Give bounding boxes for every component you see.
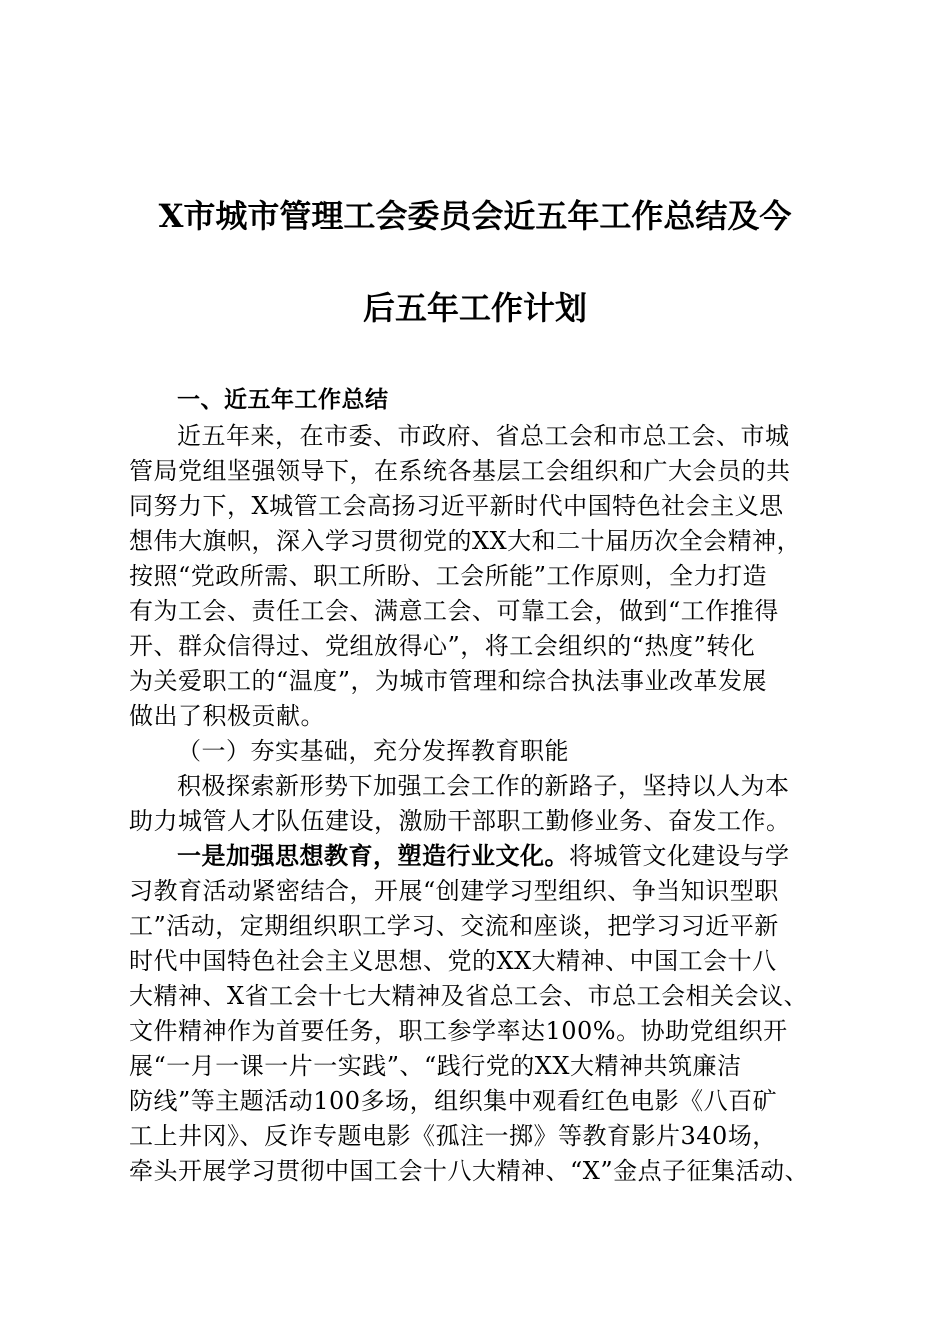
paragraph-line: 有为工会、责任工会、满意工会、可靠工会，做到“工作推得 — [129, 597, 779, 625]
section-heading: 一、近五年工作总结 — [177, 387, 389, 413]
paragraph-line: 助力城管人才队伍建设，激励干部职工勤修业务、奋发工作。 — [129, 807, 791, 835]
paragraph-line: 按照“党政所需、职工所盼、工会所能”工作原则，全力打造 — [129, 562, 768, 590]
document-title-line-2: 后五年工作计划 — [362, 289, 587, 327]
paragraph-line: 同努力下，X城管工会高扬习近平新时代中国特色社会主义思 — [129, 492, 784, 520]
paragraph-line: 防线”等主题活动100多场，组织集中观看红色电影《八百矿 — [129, 1087, 778, 1115]
paragraph-line — [177, 840, 790, 872]
paragraph-line: 工上井冈》、反诈专题电影《孤注一掷》等教育影片340场， — [129, 1122, 777, 1150]
paragraph-line: 开、群众信得过、党组放得心”，将工会组织的“热度”转化 — [129, 632, 756, 660]
paragraph-line: 大精神、X省工会十七大精神及省总工会、市总工会相关会议、 — [129, 982, 809, 1010]
subsection-heading: （一）夯实基础，充分发挥教育职能 — [177, 737, 569, 765]
paragraph-line: 习教育活动紧密结合，开展“创建学习型组织、争当知识型职 — [129, 877, 779, 905]
paragraph-line: 想伟大旗帜，深入学习贯彻党的XX大和二十届历次全会精神， — [129, 527, 802, 555]
paragraph-line: 管局党组坚强领导下，在系统各基层工会组织和广大会员的共 — [129, 457, 791, 485]
paragraph-line: 时代中国特色社会主义思想、党的XX大精神、中国工会十八 — [129, 947, 777, 975]
paragraph-text: 将城管文化建设与学 — [569, 842, 790, 870]
paragraph-line: 展“一月一课一片一实践”、“践行党的XX大精神共筑廉洁 — [129, 1052, 742, 1080]
paragraph-line: 为关爱职工的“温度”，为城市管理和综合执法事业改革发展 — [129, 667, 768, 695]
paragraph-line: 积极探索新形势下加强工会工作的新路子，坚持以人为本 — [177, 772, 790, 800]
paragraph-line: 文件精神作为首要任务，职工参学率达100%。协助党组织开 — [129, 1017, 788, 1045]
paragraph-lead-heading: 一是加强思想教育，塑造行业文化。 — [177, 841, 569, 870]
document-title-line-1: X市城市管理工会委员会近五年工作总结及今 — [158, 197, 792, 235]
paragraph-line: 做出了积极贡献。 — [129, 702, 325, 730]
paragraph-line: 近五年来，在市委、市政府、省总工会和市总工会、市城 — [177, 422, 790, 450]
paragraph-line: 牵头开展学习贯彻中国工会十八大精神、“X”金点子征集活动、 — [129, 1157, 810, 1185]
paragraph-line: 工”活动，定期组织职工学习、交流和座谈，把学习习近平新 — [129, 912, 779, 940]
